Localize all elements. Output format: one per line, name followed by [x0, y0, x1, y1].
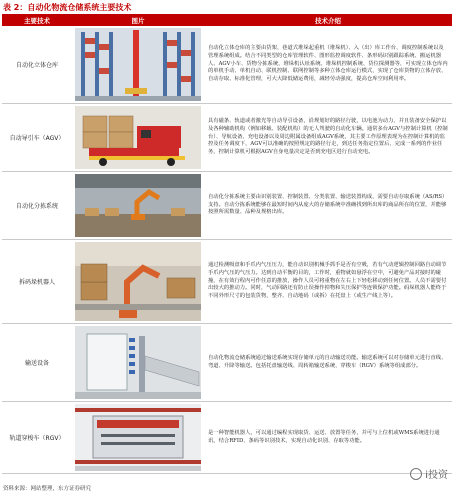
palletizing-robot-photo: [75, 242, 201, 321]
warehouse-photo: [75, 28, 201, 101]
table-row: [2, 240, 452, 324]
table-header: [2, 14, 452, 26]
row-name: 拆码垛机器人: [18, 279, 55, 286]
row-desc: 自动化分拣系统主要由识别装置、控制装置、分类装置、输送装置构成，需要自动存取系统（AS/RS）支持。自动分拣系统能够在最短时间内从庞大的存储系统中准确找到所出库的商品所在的位置，并能够按照所需数量、品种及规格出库。: [208, 193, 448, 216]
row-desc: 通过检测吸盘和手爪内气压压力，能自动识别机械手抓手是否有空吸，若有气动逻辑控制回路自动调节手爪内气压的气压力。达到自动平衡的目的，工作时，重物就如悬浮在空中，可避免产品对接时的碰撞，在有效行程内可作任意的推放，操作人员可将重物在左右上下轻松移动到任何位置。人员不需要付出较大的推动力。同时，气动回路还有防止误操作掉物和失压保护等连锁保护功能。码垛机器人能终于不同外形尺寸的包装货物，整齐、自动地码（或拆）在托盘上（或生产线上等）。: [208, 262, 447, 299]
sorting-photo: [75, 174, 201, 237]
source-note: 资料来源：网站整理，东方证券研究: [3, 486, 92, 492]
header-intro: 技术介绍: [315, 16, 341, 25]
row-name: 轨道穿梭车（RGV）: [9, 435, 65, 442]
row-name: 自动化分拣系统: [15, 203, 58, 210]
agv-photo: [75, 106, 201, 169]
row-photo: [72, 26, 204, 103]
header-image: 图片: [131, 16, 145, 25]
row-desc: 具有磁条、轨道或者激光等自动导引设备，沿规划好的路径行驶，以电池为动力，并且装备安全保护以及各种辅助机构（例如移载、装配机构）的无人驾驶的自动化车辆。通常多台AGV与控制计算机（控制台）、导航设备、充电设备以及周边附属设备组成AGV系统，其主要工作原理表现为在控制计算机的监控及任务调度下，AGV可以准确的按照规定的路径行走，到达任务指定位置后，完成一系列的作业任务，控制计算机可根据AGV自身电量决定是否到充电区进行自动充电。: [208, 118, 448, 155]
row-photo: [72, 324, 204, 401]
table-row: [2, 26, 452, 104]
row-desc: 自动化立体仓库的主要由货架、巷道式堆垛起重机（堆垛机）、入（出）库工作台、调度控制系统以及管理系统组成。结合不同类型的仓库管理软件、图形监控调度软件、条形码识别跟踪系统、搬运机器人、AGV小车、货物分拣系统、堆垛机认址系统、堆垛机控制系统、货位探测器等，可实现立体仓库内的单机手动、单机自动、联机控制、联网控制等多种立体仓库运行模式，实现了仓库货物的立体存放、自动存取、标准化管理，可大大降低储运费用，减轻劳动强度，提高仓库空间利用率。: [208, 45, 448, 82]
row-photo: [72, 172, 204, 239]
row-photo: [72, 104, 204, 171]
watermark: [410, 466, 448, 481]
wechat-logo-icon: [410, 468, 422, 480]
row-desc: 是一种智能机器人，可以通过编程实现取货、运送、放置等任务，并可与上位机或WMS系统进行通讯，结合RFID、条码等识别技术，实现自动化识别、存取等功能。: [208, 429, 440, 444]
table-row: [2, 324, 452, 402]
table-row: [2, 402, 452, 474]
table-row: [2, 172, 452, 240]
header-tech: 主要技术: [24, 16, 50, 25]
row-name: 输送设备: [24, 360, 49, 367]
row-name: 自动导引车（AGV）: [9, 135, 65, 142]
row-desc: 自动化物流仓储系统通过输送系统实现存储单元的自动输送功能。输送系统可以对存储单元进行直线、弯道、升降等输送。包括托盘输送线、周转箱输送系统、穿梭车（RGV）系统等组成部分。: [208, 354, 447, 369]
tech-table: [2, 14, 452, 474]
row-photo: [72, 402, 204, 473]
row-photo: [72, 240, 204, 323]
table-title: 表 2：自动化物流仓储系统主要技术: [3, 3, 132, 12]
rgv-photo: [75, 404, 201, 471]
watermark-text: i投资: [425, 470, 448, 481]
table-row: [2, 104, 452, 172]
conveyor-photo: [75, 326, 201, 399]
row-name: 自动化立体仓库: [15, 62, 58, 69]
